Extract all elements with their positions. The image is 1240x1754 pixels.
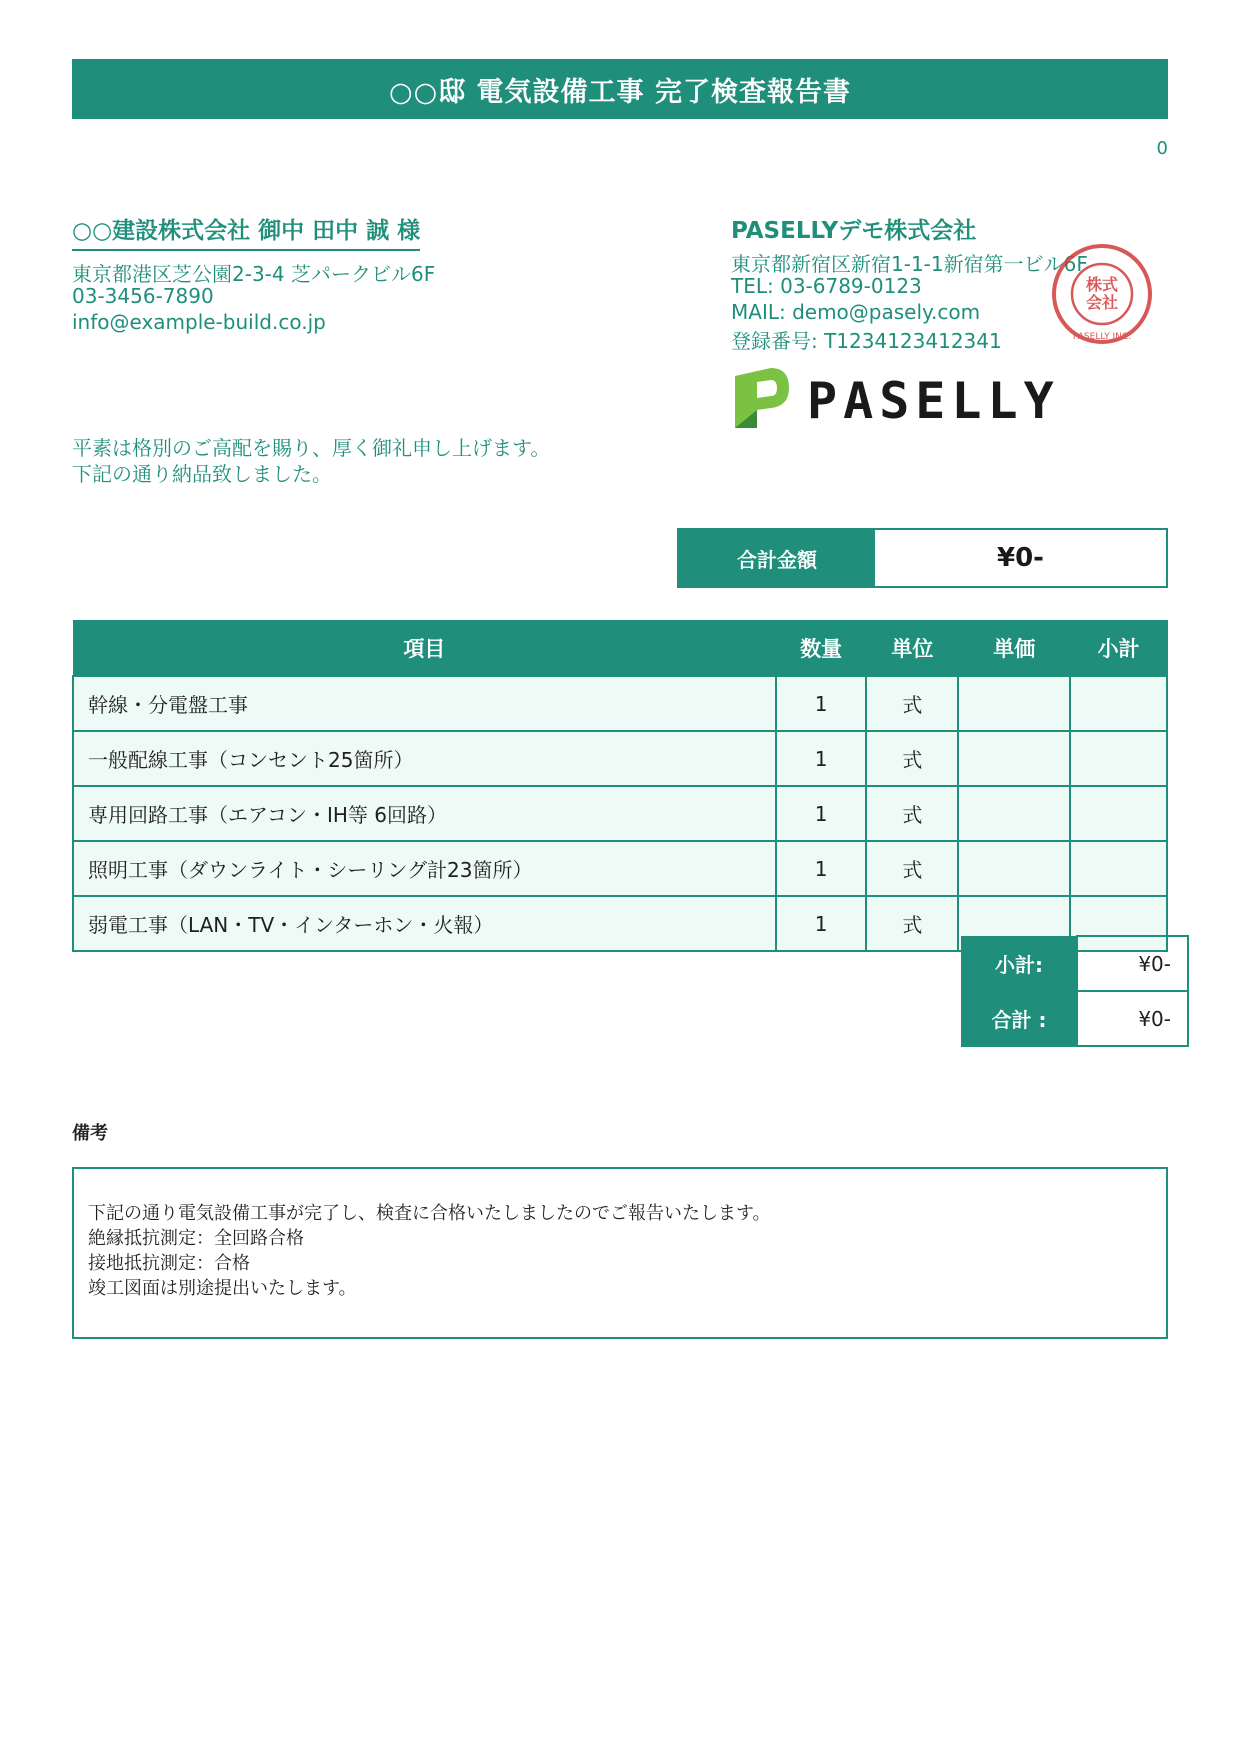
- summary-subtotal-label: 小計:: [962, 936, 1078, 991]
- item-price: [958, 786, 1070, 841]
- header-unit-price: 単価: [958, 621, 1070, 677]
- remark-line: 下記の通り電気設備工事が完了し、検査に合格いたしましたのでご報告いたします。: [88, 1203, 771, 1224]
- client-phone: 03-3456-7890: [72, 284, 214, 308]
- table-row: [73, 841, 1167, 896]
- greeting-line-2: 下記の通り納品致しました。: [72, 462, 332, 486]
- seal-text: PASELLY INC.: [1072, 332, 1132, 342]
- item-unit: 式: [866, 896, 958, 951]
- item-price: [958, 731, 1070, 786]
- summary-table: [961, 935, 1189, 1047]
- item-subtotal: [1070, 841, 1167, 896]
- remark-line: 絶縁抵抗測定：全回路合格: [88, 1228, 304, 1249]
- item-name: 専用回路工事（エアコン・IH等 6回路）: [73, 786, 776, 841]
- item-price: [958, 841, 1070, 896]
- summary-subtotal-row: [962, 936, 1189, 991]
- table-row: [73, 676, 1167, 731]
- pasely-logo-icon: [731, 368, 801, 428]
- client-address: 東京都港区芝公園2-3-4 芝パークビル6F: [72, 262, 436, 286]
- document-title: ○○邸 電気設備工事 完了検査報告書: [72, 59, 1168, 119]
- item-quantity: 1: [776, 896, 867, 951]
- remarks-box: [72, 1167, 1168, 1339]
- header-unit: 単位: [866, 621, 958, 677]
- remarks-heading: 備考: [72, 1123, 108, 1144]
- grand-total-label: 合計金額: [679, 530, 875, 586]
- header-subtotal: 小計: [1070, 621, 1167, 677]
- page-number: 0: [1156, 138, 1168, 159]
- item-unit: 式: [866, 786, 958, 841]
- client-name: ○○建設株式会社 御中 田中 誠 様: [72, 212, 420, 251]
- header-quantity: 数量: [776, 621, 867, 677]
- item-subtotal: [1070, 786, 1167, 841]
- item-name: 幹線・分電盤工事: [73, 676, 776, 731]
- company-tel: TEL: 03-6789-0123: [731, 274, 922, 298]
- grand-total-value: ¥0-: [997, 543, 1044, 573]
- company-address: 東京都新宿区新宿1-1-1新宿第一ビル6F: [731, 252, 1088, 276]
- item-unit: 式: [866, 841, 958, 896]
- company-mail: MAIL: demo@pasely.com: [731, 300, 981, 324]
- header-item: 項目: [73, 621, 776, 677]
- item-unit: 式: [866, 731, 958, 786]
- item-quantity: 1: [776, 841, 867, 896]
- client-email: info@example-build.co.jp: [72, 310, 326, 334]
- item-name: 照明工事（ダウンライト・シーリング計23箇所）: [73, 841, 776, 896]
- item-subtotal: [1070, 676, 1167, 731]
- table-row: [73, 786, 1167, 841]
- svg-text:株式: 株式: [1085, 275, 1119, 294]
- items-table: [72, 620, 1168, 952]
- summary-total-row: [962, 991, 1189, 1046]
- remark-line: 接地抵抗測定：合格: [88, 1253, 250, 1274]
- item-quantity: 1: [776, 676, 867, 731]
- grand-total-box: [677, 528, 1168, 588]
- table-row: [73, 731, 1167, 786]
- remark-line: 竣工図面は別途提出いたします。: [88, 1278, 357, 1299]
- logo-wordmark: PASELLY: [807, 372, 1060, 430]
- svg-text:会社: 会社: [1085, 293, 1119, 312]
- item-subtotal: [1070, 731, 1167, 786]
- greeting-line-1: 平素は格別のご高配を賜り、厚く御礼申し上げます。: [72, 436, 551, 460]
- company-seal-icon: [1050, 242, 1154, 346]
- items-header-row: [73, 621, 1167, 677]
- item-price: [958, 676, 1070, 731]
- item-quantity: 1: [776, 731, 867, 786]
- summary-subtotal-value: ¥0-: [1077, 936, 1188, 991]
- item-unit: 式: [866, 676, 958, 731]
- item-quantity: 1: [776, 786, 867, 841]
- company-registration: 登録番号: T1234123412341: [731, 329, 1002, 353]
- item-name: 一般配線工事（コンセント25箇所）: [73, 731, 776, 786]
- summary-total-label: 合計 :: [962, 991, 1078, 1046]
- company-name: PASELLYデモ株式会社: [731, 218, 977, 244]
- summary-total-value: ¥0-: [1077, 991, 1188, 1046]
- item-name: 弱電工事（LAN・TV・インターホン・火報）: [73, 896, 776, 951]
